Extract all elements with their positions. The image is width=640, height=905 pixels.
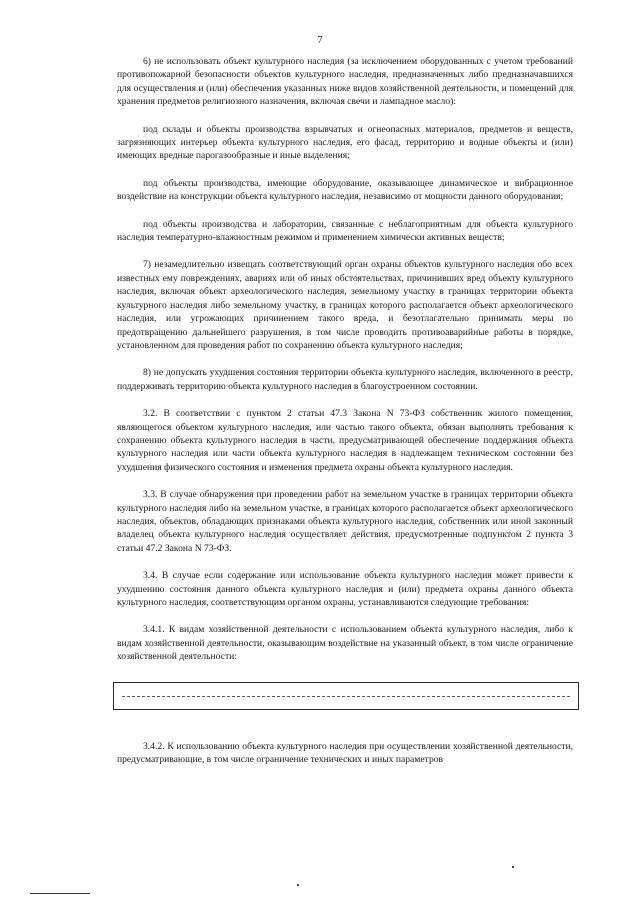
paragraph-production-equipment: под объекты производства, имеющие оборудование, оказывающее динамическое и вибрационное воздействие на конструкции объекта культурного наследия, независимо от мощности данного оборудования; — [117, 177, 573, 203]
paragraph-3-4-1: 3.4.1. К видам хозяйственной деятельности с использованием объекта культурного наследия, либо к видам хозяйственной деятельности, оказывающим воздействие на указанный объект, в том числе ограничение хозяйственной деятельности: — [117, 624, 573, 663]
paragraph-3-4-2: 3.4.2. К использованию объекта культурного наследия при осуществлении хозяйственной деятельности, предусматривающие, в том числе ограничение технических и иных параметров — [117, 740, 573, 766]
document-body — [117, 55, 573, 780]
scan-speck — [512, 866, 514, 868]
paragraph-warehouses: под склады и объекты производства взрывчатых и огнеопасных материалов, предметов и веществ, загрязняющих интерьер объекта культурного наследия, его фасад, территорию и водные объекты и (или) имеющих вредные парогазообразные и иные выделения; — [117, 123, 573, 162]
scan-speck — [297, 884, 299, 886]
page-number: 7 — [317, 34, 323, 46]
footer-rule — [30, 893, 90, 894]
restriction-text-box — [113, 682, 579, 710]
dashed-fill-line — [122, 696, 570, 697]
paragraph-laboratories: под объекты производства и лаборатории, связанные с неблагоприятным для объекта культурного наследия температурно-влажностным режимом и применением химически активных веществ; — [117, 218, 573, 244]
paragraph-3-3: 3.3. В случае обнаружения при проведении работ на земельном участке в границах территории объекта культурного наследия либо на земельном участке, в границах которого располагается объект археологического наследия, объектов, обладающих признаками объекта культурного наследия, собственник или иной законный владелец объекта культурного наследия осуществляет действия, предусмотренные подпунктом 2 пункта 3 статьи 47.2 Закона N 73-ФЗ. — [117, 489, 573, 554]
paragraph-6: 6) не использовать объект культурного наследия (за исключением оборудованных с учетом требований противопожарной безопасности объектов культурного наследия, предназначенных либо предназначавшихся для осуществления и (или) обеспечения указанных ниже видов хозяйственной деятельности, и помещений для хранения предметов религиозного назначения, включая свечи и лампадное масло): — [117, 56, 573, 108]
paragraph-7: 7) незамедлительно извещать соответствующий орган охраны объектов культурного наследия обо всех известных ему повреждениях, авариях или об иных обстоятельствах, причинивших вред объекту культурного наследия, включая объект археологического наследия, земельному участку в границах территории объекта культурного наследия либо земельному участку, в границах которого располагается объект археологического наследия, или угрожающих причинением такого вреда, и безотлагательно принимать меры по предотвращению дальнейшего разрушения, в том числе проводить противоаварийные работы в порядке, установленном для проведения работ по сохранению объекта культурного наследия; — [117, 259, 573, 351]
paragraph-8: 8) не допускать ухудшения состояния территории объекта культурного наследия, включенного в реестр, поддерживать территорию объекта культурного наследия в благоустроенном состоянии. — [117, 367, 573, 392]
paragraph-3-2: 3.2. В соответствии с пунктом 2 статьи 47.3 Закона N 73-ФЗ собственник жилого помещения, являющегося объектом культурного наследия, или частью такого объекта, обязан выполнять требования к сохранению объекта культурного наследия в части, предусматривающей обеспечение поддержания объекта культурного наследия или части объекта культурного наследия в надлежащем техническом состоянии без ухудшения физического состояния и изменения предмета охраны объекта культурного наследия. — [117, 408, 573, 473]
paragraph-3-4: 3.4. В случае если содержание или использование объекта культурного наследия может привести к ухудшению состояния данного объекта культурного наследия и (или) предмета охраны данного объекта культурного наследия, соответствующим органом охраны, устанавливаются следующие требования: — [117, 570, 573, 608]
